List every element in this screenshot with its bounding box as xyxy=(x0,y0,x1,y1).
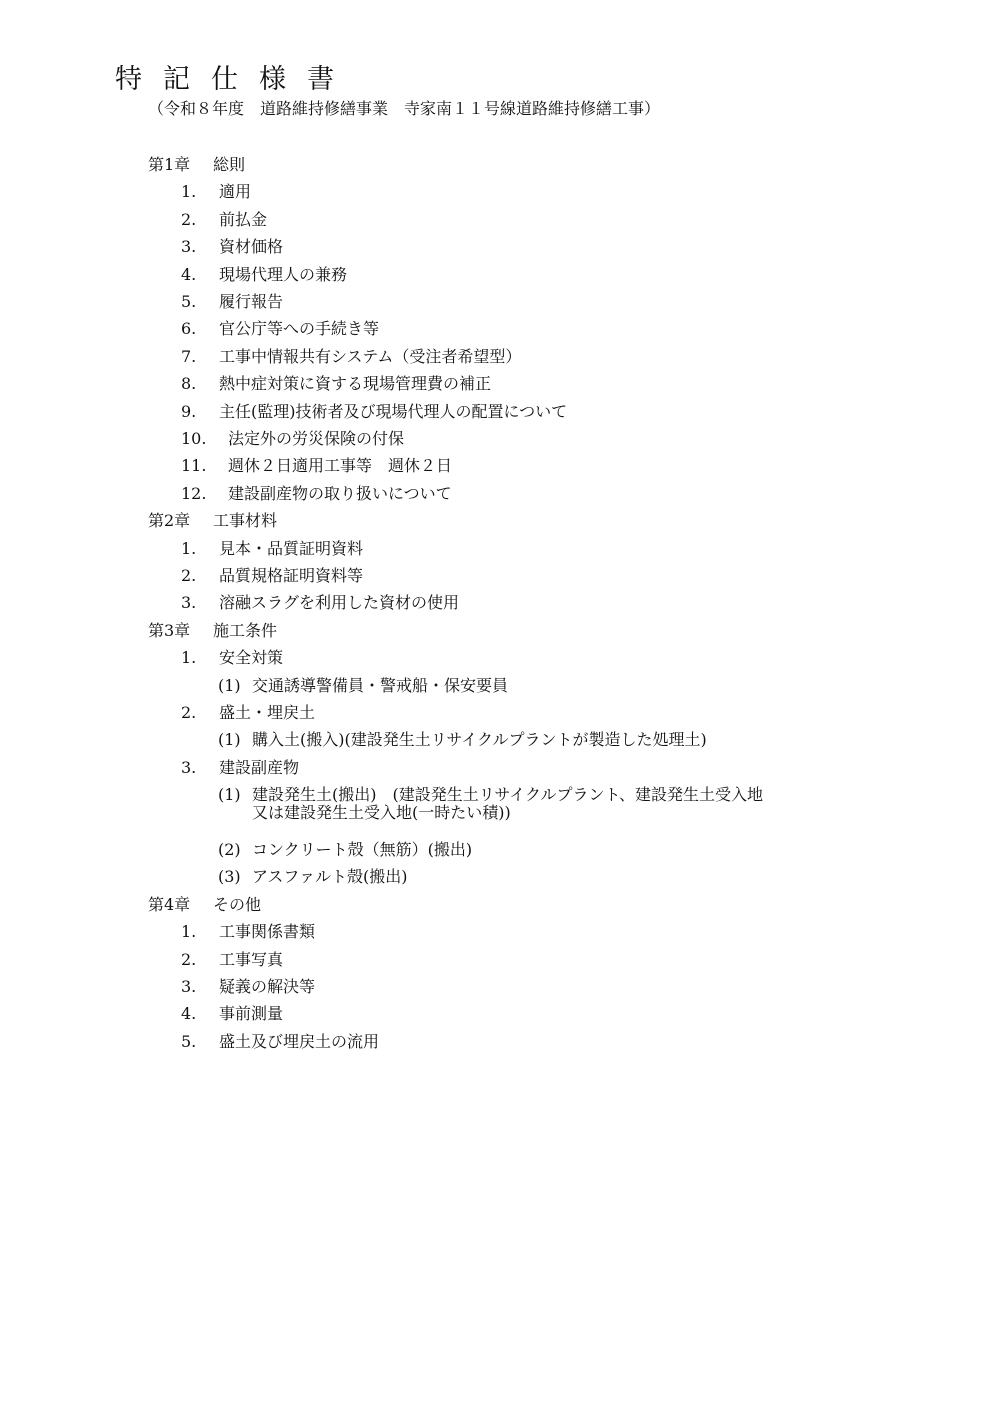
toc-item xyxy=(181,288,283,315)
toc-item xyxy=(181,535,363,562)
item-number: (2) xyxy=(218,840,241,859)
item-number: 8. xyxy=(181,374,197,394)
toc-item xyxy=(181,480,452,507)
item-number: 3. xyxy=(181,757,197,777)
item-number: 5. xyxy=(181,1031,197,1051)
chapter-number: 第4章 xyxy=(148,894,191,914)
item-number: 2. xyxy=(181,209,197,229)
toc-item xyxy=(181,1028,379,1055)
toc-subitem xyxy=(218,863,408,890)
item-number: (3) xyxy=(218,867,241,887)
item-number: 2. xyxy=(181,949,197,969)
item-title: 工事写真 xyxy=(219,949,284,969)
item-number: 11. xyxy=(181,456,207,476)
item-title: 適用 xyxy=(219,182,252,202)
item-title: 官公庁等への手続き等 xyxy=(219,319,380,339)
item-number: 4. xyxy=(181,1004,197,1024)
item-title: 疑義の解決等 xyxy=(219,977,316,996)
item-title: 主任(監理)技術者及び現場代理人の配置について xyxy=(219,401,568,421)
item-title: 溶融スラグを利用した資材の使用 xyxy=(219,593,460,613)
toc-item xyxy=(181,233,283,260)
item-title: 品質規格証明資料等 xyxy=(219,566,364,585)
toc-item xyxy=(181,178,251,205)
item-number: 3. xyxy=(181,977,197,996)
chapter-title: 総則 xyxy=(213,155,246,174)
chapter-number: 第1章 xyxy=(148,155,191,174)
chapter-number: 第3章 xyxy=(148,620,191,640)
item-title: 建設副産物 xyxy=(219,757,300,777)
toc-item xyxy=(181,699,315,726)
toc-item xyxy=(181,452,452,479)
item-title: 現場代理人の兼務 xyxy=(219,264,348,284)
item-number: 10. xyxy=(181,429,207,448)
toc-subitem xyxy=(218,836,472,863)
item-title: 見本・品質証明資料 xyxy=(219,538,364,558)
item-title: 事前測量 xyxy=(219,1004,284,1024)
item-title: 週休２日適用工事等 週休２日 xyxy=(228,456,453,476)
item-title: コンクリート殻（無筋）(搬出) xyxy=(252,840,473,859)
item-number: 1. xyxy=(181,648,197,668)
toc-subitem xyxy=(218,672,508,699)
item-title: 建設発生土(搬出) (建設発生土リサイクルプラント、建設発生土受入地 xyxy=(252,785,764,805)
item-title: 購入土(搬入)(建設発生土リサイクルプラントが製造した処理土) xyxy=(252,730,707,750)
item-title: 建設副産物の取り扱いについて xyxy=(228,483,452,503)
toc-item xyxy=(181,261,347,288)
item-number: 12. xyxy=(181,483,207,503)
item-number: (1) xyxy=(218,730,241,750)
document-title: 特記仕様書 xyxy=(115,64,355,95)
item-number: 1. xyxy=(181,182,197,202)
toc-item xyxy=(181,644,283,671)
toc-item xyxy=(181,589,459,616)
chapter-heading xyxy=(148,507,277,534)
toc-subitem-continuation xyxy=(252,799,511,826)
item-title: 資材価格 xyxy=(219,237,284,257)
chapter-title: 工事材料 xyxy=(213,511,278,531)
item-title: 履行報告 xyxy=(219,292,284,311)
item-number: 6. xyxy=(181,319,197,339)
toc-item xyxy=(181,398,567,425)
item-title: 安全対策 xyxy=(219,648,284,668)
item-number: 3. xyxy=(181,237,197,257)
chapter-heading xyxy=(148,617,277,644)
toc-item xyxy=(181,973,315,1000)
toc-item xyxy=(181,946,283,973)
toc-item xyxy=(181,754,299,781)
item-title: アスファルト殻(搬出) xyxy=(252,867,408,887)
chapter-heading xyxy=(148,891,261,918)
toc-item xyxy=(181,343,521,370)
chapter-heading xyxy=(148,151,245,178)
item-title: 熱中症対策に資する現場管理費の補正 xyxy=(219,374,492,394)
item-number: 2. xyxy=(181,703,197,722)
item-title: 盛土・埋戻土 xyxy=(219,703,316,722)
toc-item xyxy=(181,425,404,452)
toc-item xyxy=(181,206,267,233)
item-number: 5. xyxy=(181,292,197,311)
item-number: (1) xyxy=(218,675,241,695)
item-number: 4. xyxy=(181,264,197,284)
item-title: 工事関係書類 xyxy=(219,922,316,942)
toc-item xyxy=(181,562,363,589)
item-title: 盛土及び埋戻土の流用 xyxy=(219,1031,380,1051)
item-number: 1. xyxy=(181,922,197,942)
item-title: 前払金 xyxy=(219,209,268,229)
chapter-number: 第2章 xyxy=(148,511,191,531)
item-number: (1) xyxy=(218,785,241,805)
item-title: 交通誘導警備員・警戒船・保安要員 xyxy=(252,675,509,695)
toc-item xyxy=(181,370,491,397)
item-title: 工事中情報共有システム（受注者希望型） xyxy=(219,346,522,366)
toc-item xyxy=(181,315,379,342)
item-number: 9. xyxy=(181,401,197,421)
item-number: 1. xyxy=(181,538,197,558)
document-subtitle: （令和８年度 道路維持修繕事業 寺家南１１号線道路維持修繕工事） xyxy=(148,99,661,118)
chapter-title: 施工条件 xyxy=(213,620,278,640)
toc-item xyxy=(181,918,315,945)
toc-item xyxy=(181,1000,283,1027)
item-number: 3. xyxy=(181,593,197,613)
item-number: 7. xyxy=(181,346,197,366)
item-title: 又は建設発生土受入地(一時たい積)) xyxy=(252,803,511,823)
item-number: 2. xyxy=(181,566,197,585)
item-title: 法定外の労災保険の付保 xyxy=(228,429,405,448)
chapter-title: その他 xyxy=(213,894,262,914)
toc-subitem xyxy=(218,726,707,753)
